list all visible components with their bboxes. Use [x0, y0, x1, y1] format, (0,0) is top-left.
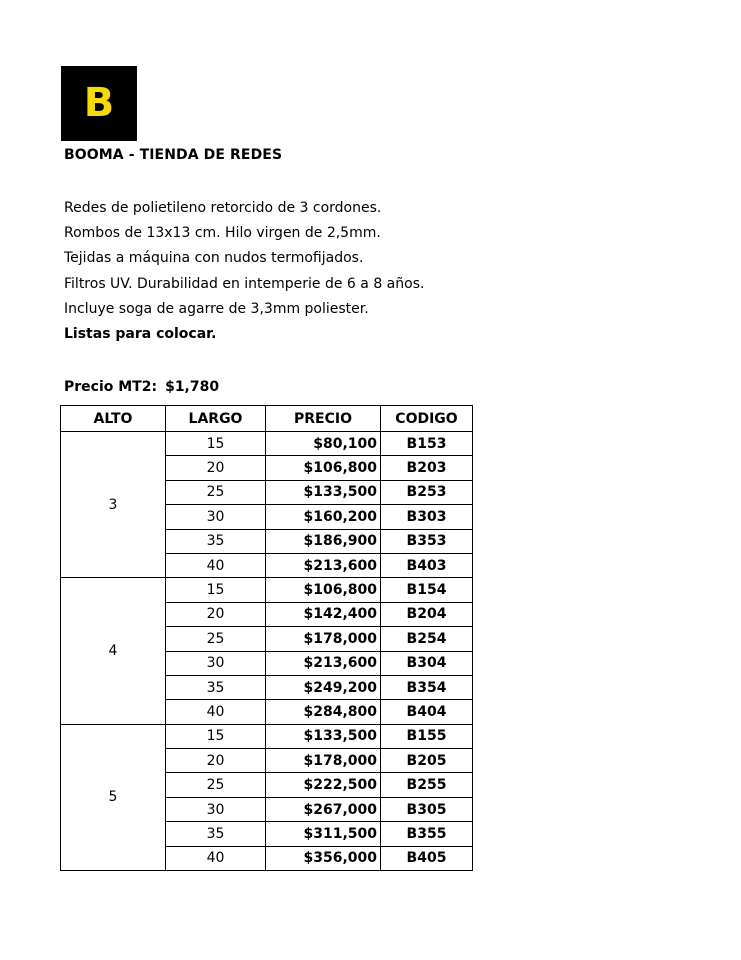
cell-codigo: B154 [381, 578, 473, 602]
cell-precio: $160,200 [266, 505, 381, 529]
cell-largo: 15 [166, 432, 266, 456]
cell-precio: $356,000 [266, 846, 381, 870]
cell-largo: 15 [166, 578, 266, 602]
cell-precio: $213,600 [266, 553, 381, 577]
description-line: Incluye soga de agarre de 3,3mm poliester. [64, 300, 369, 317]
cell-largo: 15 [166, 724, 266, 748]
cell-largo: 30 [166, 505, 266, 529]
price-per-m2 [64, 379, 219, 395]
logo-letter: B [83, 79, 115, 126]
cell-codigo: B303 [381, 505, 473, 529]
brand-logo [61, 66, 137, 141]
cell-codigo: B353 [381, 529, 473, 553]
cell-precio: $222,500 [266, 773, 381, 797]
header-codigo: CODIGO [381, 406, 473, 432]
description-line: Filtros UV. Durabilidad en intemperie de 6 a 8 años. [64, 275, 425, 292]
cell-precio: $106,800 [266, 578, 381, 602]
cell-precio: $267,000 [266, 797, 381, 821]
cell-precio: $213,600 [266, 651, 381, 675]
cell-largo: 25 [166, 773, 266, 797]
cell-precio: $249,200 [266, 675, 381, 699]
cell-largo: 30 [166, 651, 266, 675]
page-title: BOOMA - TIENDA DE REDES [64, 147, 283, 163]
cell-alto: 3 [61, 432, 166, 578]
header-alto: ALTO [61, 406, 166, 432]
table-body [61, 432, 473, 871]
table-row [61, 724, 473, 748]
cell-precio: $133,500 [266, 480, 381, 504]
cell-codigo: B205 [381, 749, 473, 773]
price-per-m2-value: $1,780 [165, 379, 220, 395]
cell-precio: $142,400 [266, 602, 381, 626]
table-header-row [61, 406, 473, 432]
cell-codigo: B354 [381, 675, 473, 699]
cell-largo: 40 [166, 700, 266, 724]
cell-codigo: B405 [381, 846, 473, 870]
cell-largo: 20 [166, 749, 266, 773]
cell-codigo: B254 [381, 627, 473, 651]
cell-codigo: B253 [381, 480, 473, 504]
table-row [61, 432, 473, 456]
cell-codigo: B155 [381, 724, 473, 748]
cell-precio: $186,900 [266, 529, 381, 553]
cell-largo: 35 [166, 675, 266, 699]
table-row [61, 578, 473, 602]
cell-largo: 40 [166, 553, 266, 577]
cell-largo: 20 [166, 602, 266, 626]
description-line: Redes de polietileno retorcido de 3 cordones. [64, 200, 382, 216]
cell-precio: $106,800 [266, 456, 381, 480]
cell-largo: 30 [166, 797, 266, 821]
description-line: Tejidas a máquina con nudos termofijados. [64, 250, 364, 267]
cell-codigo: B203 [381, 456, 473, 480]
cell-largo: 40 [166, 846, 266, 870]
description-line: Rombos de 13x13 cm. Hilo virgen de 2,5mm. [64, 225, 381, 242]
cell-precio: $178,000 [266, 627, 381, 651]
cell-precio: $178,000 [266, 749, 381, 773]
cell-largo: 25 [166, 480, 266, 504]
cell-codigo: B355 [381, 822, 473, 846]
cell-alto: 4 [61, 578, 166, 724]
description-line-emphasis: Listas para colocar. [64, 325, 217, 342]
cell-largo: 25 [166, 627, 266, 651]
cell-alto: 5 [61, 724, 166, 870]
cell-codigo: B305 [381, 797, 473, 821]
cell-largo: 35 [166, 822, 266, 846]
product-description [64, 198, 424, 349]
cell-precio: $80,100 [266, 432, 381, 456]
cell-codigo: B153 [381, 432, 473, 456]
cell-largo: 35 [166, 529, 266, 553]
cell-codigo: B204 [381, 602, 473, 626]
cell-codigo: B304 [381, 651, 473, 675]
price-per-m2-label: Precio MT2: [64, 379, 158, 395]
cell-precio: $284,800 [266, 700, 381, 724]
cell-codigo: B403 [381, 553, 473, 577]
header-largo: LARGO [166, 406, 266, 432]
cell-codigo: B404 [381, 700, 473, 724]
price-table [60, 405, 473, 871]
cell-precio: $133,500 [266, 724, 381, 748]
cell-precio: $311,500 [266, 822, 381, 846]
header-precio: PRECIO [266, 406, 381, 432]
cell-largo: 20 [166, 456, 266, 480]
cell-codigo: B255 [381, 773, 473, 797]
